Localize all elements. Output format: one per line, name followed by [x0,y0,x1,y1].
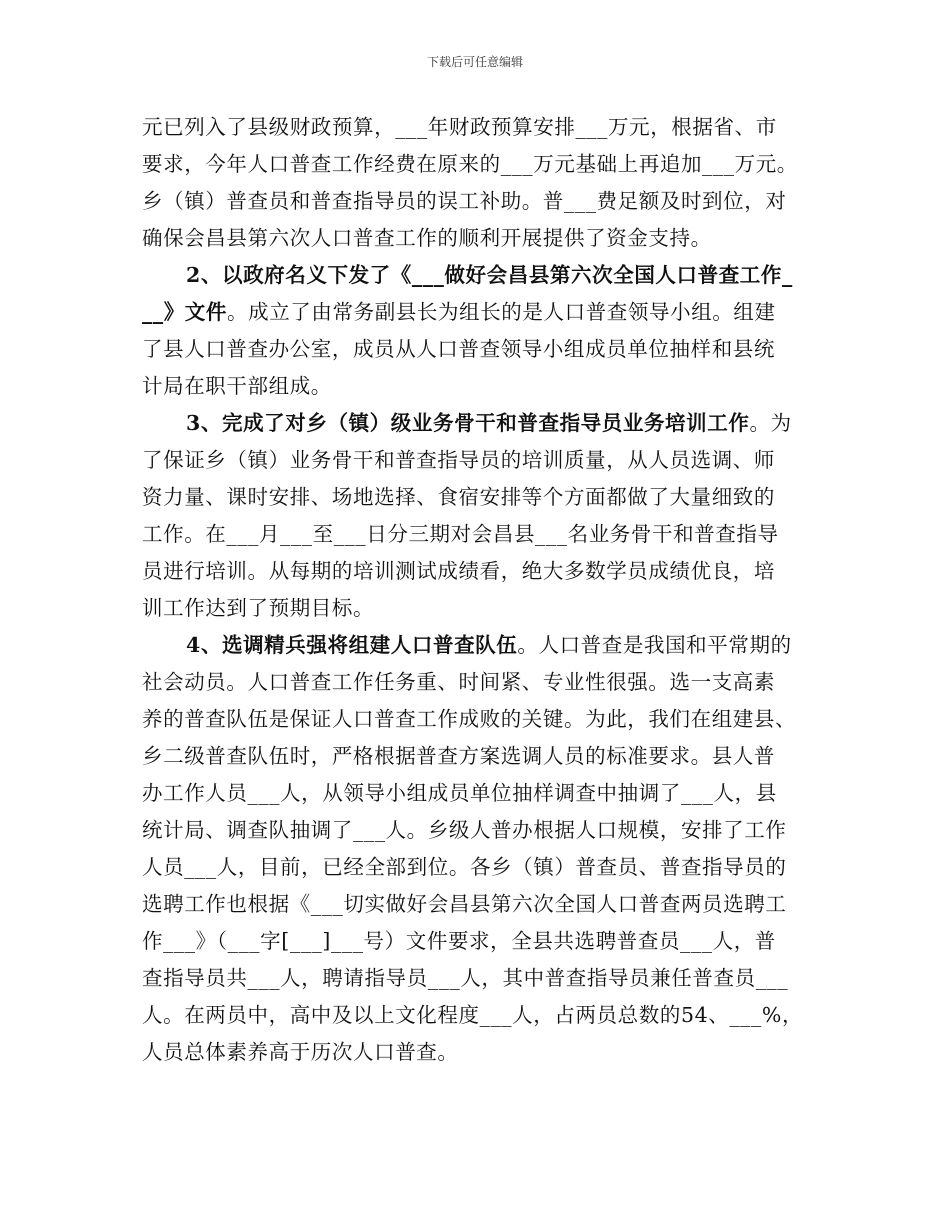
text-line: 乡二级普查队伍时，严格根据普查方案选调人员的标准要求。县人普 [142,744,775,768]
text-line: 办工作人员___人，从领导小组成员单位抽样调查中抽调了___人，县 [142,781,777,805]
text-line: 确保会昌县第六次人口普查工作的顺利开展提供了资金支持。 [142,226,712,250]
text-line: 查指导员共___人，聘请指导员___人，其中普查指导员兼任普查员___ [142,966,789,990]
text-line: 养的普查队伍是保证人口普查工作成败的关键。为此，我们在组建县、 [142,707,797,731]
bold-heading: __》文件 [142,300,227,324]
text-line: __》文件。成立了由常务副县长为组长的是人口普查领导小组。组建 [142,300,776,324]
text-line: 了县人口普查办公室，成员从人口普查领导小组成员单位抽样和县统 [142,337,775,361]
body-text [142,109,828,1071]
text-line: 元已列入了县级财政预算，___年财政预算安排___万元，根据省、市 [142,115,777,139]
text-line: 工作。在___月___至___日分三期对会昌县___名业务骨干和普查指导 [142,522,779,546]
text-line: 要求，今年人口普查工作经费在原来的___万元基础上再追加___万元。 [142,152,798,176]
bold-heading: 4、选调精兵强将组建人口普查队伍 [186,633,518,657]
text-line: 计局在职干部组成。 [142,374,332,398]
text-line: 选聘工作也根据《___切实做好会昌县第六次全国人口普查两员选聘工 [142,892,787,916]
text-line: 了保证乡（镇）业务骨干和普查指导员的培训质量，从人员选调、师 [142,448,775,472]
text-line: 训工作达到了预期目标。 [142,596,375,620]
text-line: 统计局、调查队抽调了___人。乡级人普办根据人口规模，安排了工作 [142,818,787,842]
bold-heading: 2、以政府名义下发了《___做好会昌县第六次全国人口普查工作_ [186,263,793,287]
text-line: 资力量、课时安排、场地选择、食宿安排等个方面都做了大量细致的 [142,485,775,509]
item-2-heading-line [142,257,828,294]
item-4-heading-line: 4、选调精兵强将组建人口普查队伍。人口普查是我国和平常期的 [186,633,792,657]
text-line: 员进行培训。从每期的培训测试成绩看，绝大多数学员成绩优良，培 [142,559,775,583]
page-header: 下载后可任意编辑 [426,55,523,69]
bold-heading: 3、完成了对乡（镇）级业务骨干和普查指导员业务培训工作 [186,411,750,435]
text-line: 人。在两员中，高中及以上文化程度___人，占两员总数的54、___%， [142,1003,804,1027]
text-line: 乡（镇）普查员和普查指导员的误工补助。普___费足额及时到位，对 [142,189,787,213]
text-line: 人员___人，目前，已经全部到位。各乡（镇）普查员、普查指导员的 [142,855,787,879]
item-3-heading-line: 3、完成了对乡（镇）级业务骨干和普查指导员业务培训工作。为 [186,411,792,435]
text-line: 人员总体素养高于历次人口普查。 [142,1040,459,1064]
text-line: 作___》（___字[___]___号）文件要求，全县共选聘普查员___人，普 [142,929,776,953]
text-line: 社会动员。人口普查工作任务重、时间紧、专业性很强。选一支高素 [142,670,775,694]
